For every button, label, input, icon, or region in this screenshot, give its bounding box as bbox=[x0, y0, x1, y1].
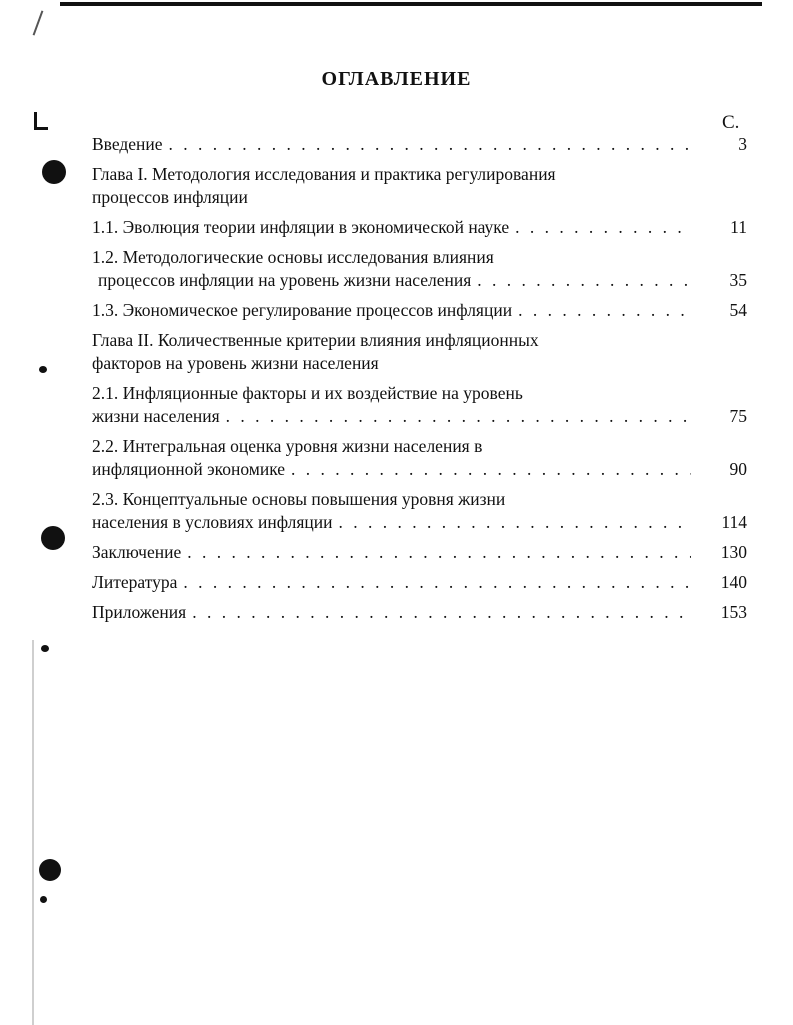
toc-page-number: 75 bbox=[729, 406, 747, 426]
toc-entry-text: 1.2. Методологические основы исследования влияния bbox=[92, 247, 494, 267]
toc-entry-text: Глава II. Количественные критерии влияния инфляционных bbox=[92, 330, 539, 350]
leader-dots bbox=[183, 572, 691, 593]
toc-page-number: 54 bbox=[729, 300, 747, 320]
toc-chapter-1 bbox=[92, 164, 747, 210]
toc-entry-text: 1.1. Эволюция теории инфляции в экономической науке bbox=[92, 217, 510, 237]
toc-entry-text: инфляционной экономике bbox=[92, 459, 286, 479]
toc-entry-text: процессов инфляции bbox=[92, 187, 248, 207]
toc-section-2-3 bbox=[92, 489, 747, 535]
toc-entry-text: Приложения bbox=[92, 602, 187, 622]
toc-page-number: 114 bbox=[721, 512, 747, 532]
toc-entry-text: 2.1. Инфляционные факторы и их воздействие на уровень bbox=[92, 383, 523, 403]
toc-entry-text: 2.3. Концептуальные основы повышения уровня жизни bbox=[92, 489, 506, 509]
toc-section-2-2 bbox=[92, 436, 747, 482]
toc-entry-text: Литература bbox=[92, 572, 178, 592]
leader-dots bbox=[291, 459, 691, 480]
punch-hole-small bbox=[40, 896, 47, 903]
table-of-contents bbox=[92, 134, 747, 632]
leader-dots bbox=[515, 217, 691, 238]
punch-hole bbox=[42, 160, 66, 184]
toc-chapter-2 bbox=[92, 330, 747, 376]
left-scan-edge bbox=[32, 640, 34, 1025]
punch-hole-small bbox=[39, 366, 47, 373]
toc-page-number: 90 bbox=[729, 459, 747, 479]
toc-entry-text: процессов инфляции на уровень жизни населения bbox=[98, 270, 472, 290]
leader-dots bbox=[477, 270, 691, 291]
leader-dots bbox=[226, 406, 691, 427]
punch-hole bbox=[39, 859, 61, 881]
toc-page-number: 153 bbox=[720, 602, 747, 622]
toc-entry-text: Введение bbox=[92, 134, 163, 154]
toc-conclusion bbox=[92, 542, 747, 565]
toc-page-number: 130 bbox=[720, 542, 747, 562]
toc-entry-introduction bbox=[92, 134, 747, 157]
leader-dots bbox=[169, 134, 691, 155]
toc-page-number: 11 bbox=[730, 217, 747, 237]
toc-entry-text: 2.2. Интегральная оценка уровня жизни населения в bbox=[92, 436, 483, 456]
leader-dots bbox=[339, 512, 692, 533]
punch-hole bbox=[41, 526, 65, 550]
page-title: ОГЛАВЛЕНИЕ bbox=[321, 68, 472, 90]
toc-page-number: 35 bbox=[729, 270, 747, 290]
punch-hole-small bbox=[41, 645, 49, 652]
scan-mark-slash bbox=[33, 10, 44, 35]
toc-page-number: 3 bbox=[738, 134, 747, 154]
toc-page-number: 140 bbox=[720, 572, 747, 592]
top-scan-border bbox=[60, 2, 762, 6]
toc-section-1-1 bbox=[92, 217, 747, 240]
leader-dots bbox=[518, 300, 691, 321]
scan-mark-arrow-tail bbox=[34, 127, 48, 130]
toc-entry-text: населения в условиях инфляции bbox=[92, 512, 333, 532]
toc-entry-text: жизни населения bbox=[92, 406, 220, 426]
toc-entry-text: Заключение bbox=[92, 542, 182, 562]
toc-literature bbox=[92, 572, 747, 595]
toc-section-2-1 bbox=[92, 383, 747, 429]
toc-section-1-3 bbox=[92, 300, 747, 323]
leader-dots bbox=[187, 542, 691, 563]
toc-appendices bbox=[92, 602, 747, 625]
toc-entry-text: Глава I. Методология исследования и практика регулирования bbox=[92, 164, 556, 184]
toc-section-1-2 bbox=[92, 247, 747, 293]
page-column-header: С. bbox=[722, 112, 740, 133]
leader-dots bbox=[192, 602, 691, 623]
toc-entry-text: факторов на уровень жизни населения bbox=[92, 353, 379, 373]
toc-entry-text: 1.3. Экономическое регулирование процессов инфляции bbox=[92, 300, 513, 320]
